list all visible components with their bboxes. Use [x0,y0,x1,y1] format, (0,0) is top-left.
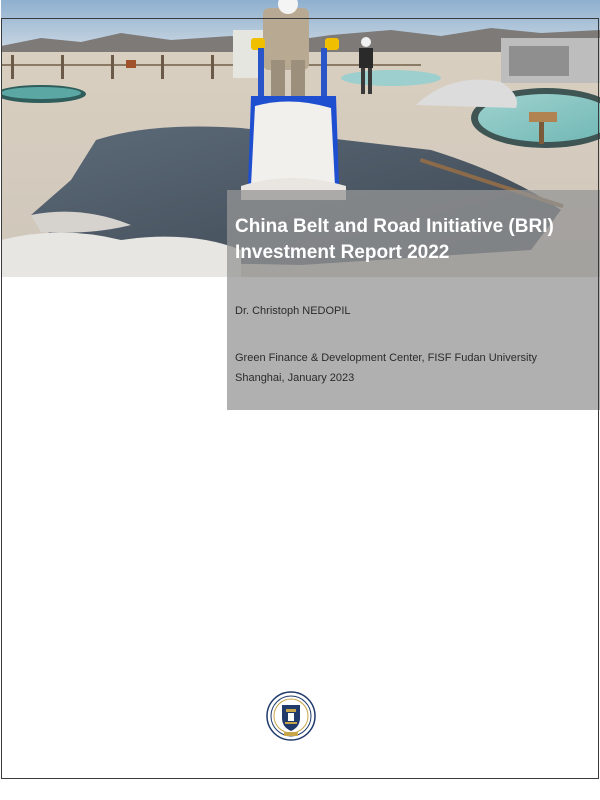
report-title-line-1: China Belt and Road Initiative (BRI) [235,216,554,237]
report-title [235,214,595,266]
university-seal-icon [266,691,316,741]
place-date: Shanghai, January 2023 [235,372,355,384]
affiliation-block [235,348,537,388]
title-panel [227,190,600,410]
affiliation: Green Finance & Development Center, FISF Fudan University [235,352,538,364]
author-name: Dr. Christoph NEDOPIL [235,305,351,317]
report-title-line-2: Investment Report 2022 [235,242,450,263]
